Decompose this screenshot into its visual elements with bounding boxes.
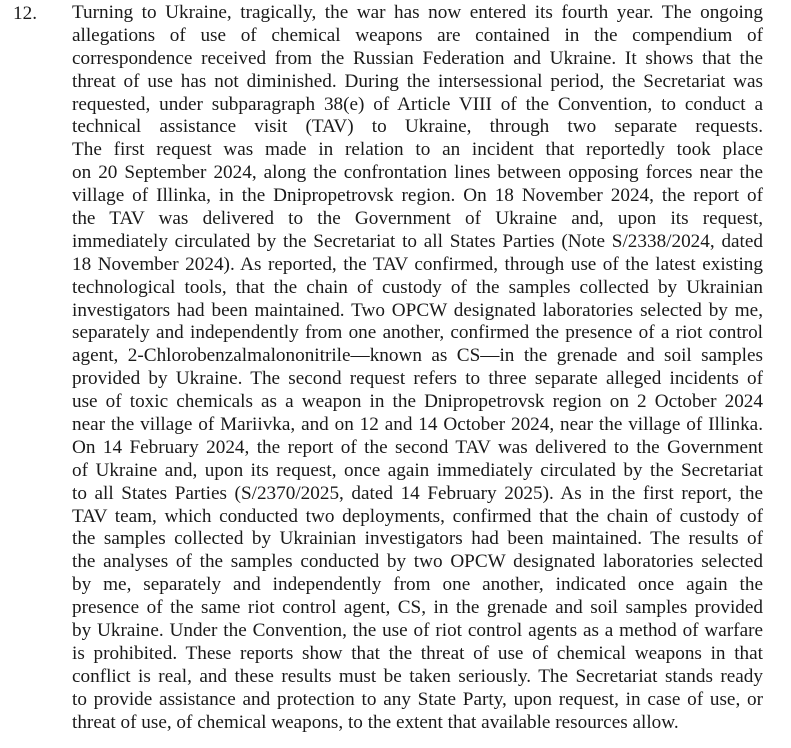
- paragraph-line: The first request was made in relation to an incident that reportedly took place: [72, 139, 763, 161]
- paragraph-body: [72, 2, 763, 735]
- paragraph-line: to provide assistance and protection to any State Party, upon request, in case of use, or: [72, 688, 763, 710]
- paragraph-line: to all States Parties (S/2370/2025, dated 14 February 2025). As in the first report, the: [72, 482, 763, 504]
- paragraph-line: the samples collected by Ukrainian investigators had been maintained. The results of: [72, 528, 763, 550]
- paragraph-line: use of toxic chemicals as a weapon in the Dnipropetrovsk region on 2 October 2024: [72, 391, 763, 413]
- paragraph-line: of Ukraine and, upon its request, once again immediately circulated by the Secretariat: [72, 459, 763, 481]
- paragraph-line: On 14 February 2024, the report of the second TAV was delivered to the Government: [72, 436, 763, 458]
- paragraph-line: investigators had been maintained. Two OPCW designated laboratories selected by me,: [72, 299, 763, 321]
- paragraph-line: immediately circulated by the Secretariat to all States Parties (Note S/2338/2024, dated: [72, 230, 763, 252]
- paragraph-line: allegations of use of chemical weapons are contained in the compendium of: [72, 24, 763, 46]
- paragraph-line: village of Illinka, in the Dnipropetrovsk region. On 18 November 2024, the report of: [72, 185, 763, 207]
- paragraph-line: conflict is real, and these results must be taken seriously. The Secretariat stands ready: [72, 665, 763, 687]
- paragraph-line: near the village of Mariivka, and on 12 and 14 October 2024, near the village of Illinka.: [72, 414, 763, 436]
- paragraph-line: by Ukraine. Under the Convention, the use of riot control agents as a method of warfare: [72, 620, 763, 642]
- paragraph-line: the TAV was delivered to the Government of Ukraine and, upon its request,: [72, 208, 763, 230]
- paragraph-line: threat of use, of chemical weapons, to the extent that available resources allow.: [72, 711, 679, 733]
- paragraph-line: requested, under subparagraph 38(e) of Article VIII of the Convention, to conduct a: [72, 93, 763, 115]
- paragraph-line: 18 November 2024). As reported, the TAV confirmed, through use of the latest existing: [72, 253, 763, 275]
- paragraph-line: presence of the same riot control agent, CS, in the grenade and soil samples provided: [72, 597, 763, 619]
- paragraph-line: technical assistance visit (TAV) to Ukraine, through two separate requests.: [72, 116, 763, 138]
- paragraph-line: on 20 September 2024, along the confrontation lines between opposing forces near the: [72, 162, 763, 184]
- paragraph-line: by me, separately and independently from one another, indicated once again the: [72, 574, 763, 596]
- paragraph-line: correspondence received from the Russian Federation and Ukraine. It shows that the: [72, 47, 763, 69]
- paragraph-line: is prohibited. These reports show that the threat of use of chemical weapons in that: [72, 642, 763, 664]
- paragraph-line: technological tools, that the chain of custody of the samples collected by Ukrainian: [72, 276, 763, 298]
- paragraph-line: agent, 2-Chlorobenzalmalononitrile—known as CS—in the grenade and soil samples: [72, 345, 763, 367]
- paragraph-line: threat of use has not diminished. During the intersessional period, the Secretariat was: [72, 70, 763, 92]
- paragraph-line: separately and independently from one another, confirmed the presence of a riot control: [72, 322, 763, 344]
- paragraph-line: TAV team, which conducted two deployments, confirmed that the chain of custody of: [72, 505, 763, 527]
- paragraph-number: 12.: [13, 3, 37, 24]
- paragraph-line: Turning to Ukraine, tragically, the war has now entered its fourth year. The ongoing: [72, 2, 763, 23]
- paragraph-line: the analyses of the samples conducted by two OPCW designated laboratories selected: [72, 551, 763, 573]
- paragraph-line: provided by Ukraine. The second request refers to three separate alleged incidents of: [72, 368, 763, 390]
